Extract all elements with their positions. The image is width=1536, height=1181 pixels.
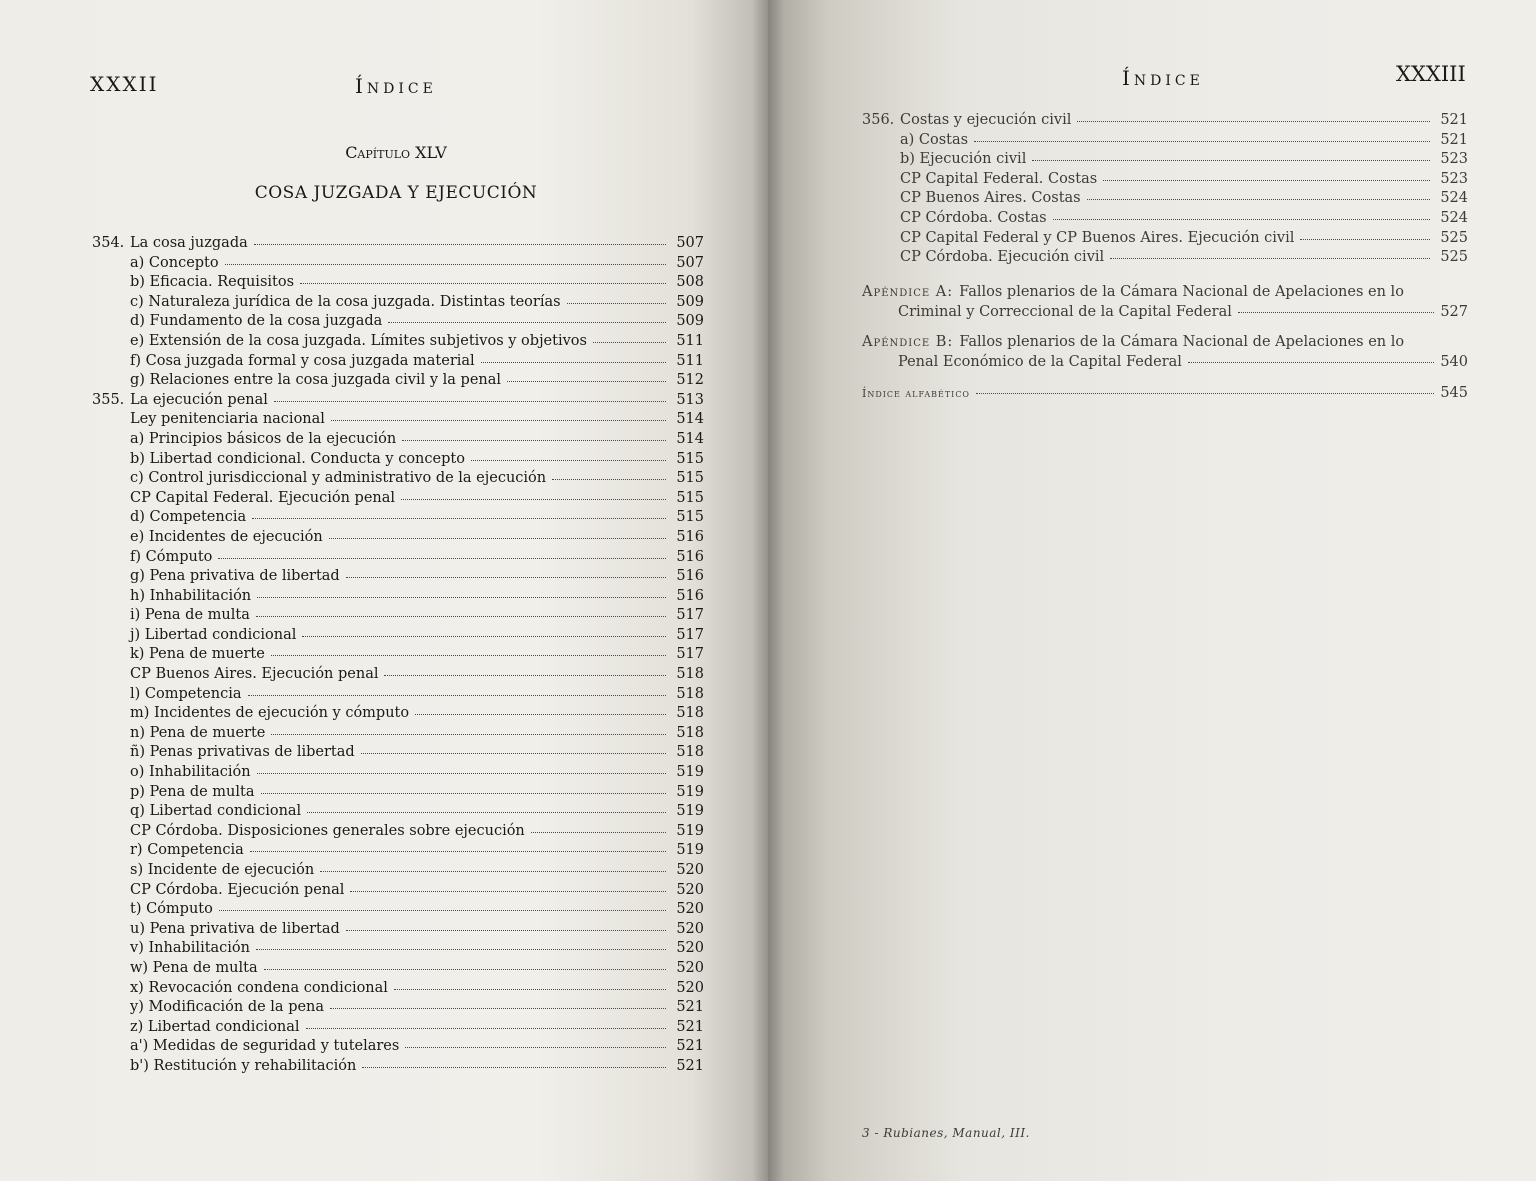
dot-leader <box>302 636 666 637</box>
alpha-index-label: Índice alfabético <box>862 387 970 400</box>
toc-entry-page: 520 <box>676 881 704 898</box>
dot-leader <box>350 891 666 892</box>
dot-leader <box>405 1047 666 1048</box>
toc-list-right <box>862 112 1468 269</box>
dot-leader <box>1077 121 1430 122</box>
dot-leader <box>271 734 666 735</box>
toc-entry-page: 520 <box>676 959 704 976</box>
right-page <box>768 0 1536 1181</box>
toc-entry <box>92 509 704 529</box>
dot-leader <box>1053 219 1430 220</box>
dot-leader <box>974 141 1430 142</box>
toc-entry-label: w) Pena de multa <box>130 959 258 976</box>
dot-leader <box>271 655 666 656</box>
dot-leader <box>593 342 666 343</box>
toc-entry-page: 507 <box>676 235 704 251</box>
toc-entry <box>862 230 1468 250</box>
dot-leader <box>329 538 666 539</box>
toc-entry-label: CP Buenos Aires. Costas <box>900 190 1081 207</box>
toc-entry-page: 518 <box>676 744 704 761</box>
appendix-b-page: 540 <box>1440 354 1468 370</box>
appendix-a <box>862 282 1468 322</box>
toc-entry-label: ñ) Penas privativas de libertad <box>130 744 355 761</box>
toc-entry-label: a) Costas <box>900 131 969 148</box>
toc-entry <box>92 392 704 412</box>
dot-leader <box>481 362 666 363</box>
book-spine-shadow <box>752 0 784 1181</box>
toc-entry-label: v) Inhabilitación <box>130 940 251 957</box>
toc-entry-page: 517 <box>676 607 704 624</box>
toc-entry-label: k) Pena de muerte <box>130 646 265 663</box>
toc-entry-label: a') Medidas de seguridad y tutelares <box>130 1038 400 1055</box>
toc-entry <box>92 274 704 294</box>
toc-entry-label: CP Capital Federal. Costas <box>900 170 1098 187</box>
toc-entry-label: Costas y ejecución civil <box>900 112 1072 128</box>
appendix-a-line1: Fallos plenarios de la Cámara Nacional de Apelaciones en lo <box>959 284 1404 300</box>
toc-entry <box>92 901 704 921</box>
dot-leader <box>388 322 666 323</box>
dot-leader <box>306 1028 666 1029</box>
toc-entry-label: Ley penitenciaria nacional <box>130 411 325 428</box>
dot-leader <box>361 753 666 754</box>
toc-entry-page: 516 <box>676 568 704 585</box>
toc-entry-label: h) Inhabilitación <box>130 587 252 604</box>
toc-entry-page: 525 <box>1440 249 1468 266</box>
toc-entry-label: c) Control jurisdiccional y administrativo de la ejecución <box>130 470 547 487</box>
toc-entry-page: 517 <box>676 626 704 643</box>
dot-leader <box>471 460 666 461</box>
toc-entry-label: b) Ejecución civil <box>900 151 1027 168</box>
toc-entry <box>862 171 1468 191</box>
dot-leader <box>394 989 666 990</box>
appendix-b-line1: Fallos plenarios de la Cámara Nacional de Apelaciones en lo <box>959 334 1405 350</box>
dot-leader <box>219 910 666 911</box>
toc-entry-page: 516 <box>676 548 704 565</box>
toc-entry <box>92 784 704 804</box>
toc-entry-label: a) Concepto <box>130 254 219 271</box>
toc-entry-page: 515 <box>676 489 704 506</box>
toc-entry-label: g) Pena privativa de libertad <box>130 568 340 585</box>
toc-entry-page: 521 <box>1440 112 1468 128</box>
toc-entry <box>92 333 704 353</box>
toc-entry <box>92 627 704 647</box>
toc-entry-label: CP Córdoba. Costas <box>900 209 1047 226</box>
toc-entry <box>92 529 704 549</box>
toc-entry-label: c) Naturaleza jurídica de la cosa juzgada. Distintas teorías <box>130 293 561 310</box>
toc-entry <box>92 1038 704 1058</box>
toc-entry <box>92 451 704 471</box>
toc-entry <box>92 1058 704 1078</box>
appendix-b <box>862 332 1468 372</box>
dot-leader <box>256 949 666 950</box>
dot-leader <box>250 851 666 852</box>
toc-entry-page: 508 <box>676 274 704 291</box>
toc-entry <box>862 132 1468 152</box>
toc-entry-label: r) Competencia <box>130 842 244 859</box>
appendix-a-page: 527 <box>1440 304 1468 320</box>
dot-leader <box>320 871 666 872</box>
toc-entry <box>92 999 704 1019</box>
toc-entry-label: p) Pena de multa <box>130 783 255 800</box>
toc-entry-label: g) Relaciones entre la cosa juzgada civil y la penal <box>130 372 502 389</box>
toc-entry-label: CP Córdoba. Disposiciones generales sobre ejecución <box>130 822 525 839</box>
dot-leader <box>257 773 666 774</box>
dot-leader <box>331 420 666 421</box>
toc-entry <box>862 151 1468 171</box>
dot-leader <box>507 381 666 382</box>
toc-entry-label: f) Cómputo <box>130 548 213 565</box>
toc-entry-label: b') Restitución y rehabilitación <box>130 1057 357 1074</box>
toc-entry <box>92 940 704 960</box>
toc-entry-page: 521 <box>676 1018 704 1035</box>
dot-leader <box>1087 199 1430 200</box>
toc-entry <box>862 249 1468 269</box>
toc-entry-page: 520 <box>676 901 704 918</box>
toc-entry <box>92 294 704 314</box>
toc-entry <box>92 921 704 941</box>
toc-entry-label: b) Eficacia. Requisitos <box>130 274 295 291</box>
toc-entry-label: CP Córdoba. Ejecución civil <box>900 249 1105 266</box>
toc-entry-page: 525 <box>1440 229 1468 246</box>
toc-entry <box>92 764 704 784</box>
appendix-b-line2: Penal Económico de la Capital Federal <box>898 354 1182 370</box>
toc-entry-page: 513 <box>676 391 704 408</box>
toc-entry-page: 516 <box>676 528 704 545</box>
alpha-index-entry <box>862 383 1468 404</box>
toc-entry-label: CP Córdoba. Ejecución penal <box>130 881 345 898</box>
toc-entry-page: 511 <box>676 352 704 369</box>
toc-list-left <box>92 235 704 1078</box>
toc-entry <box>92 960 704 980</box>
toc-entry-label: La ejecución penal <box>130 391 268 408</box>
appendix-b-heading: Apéndice B: <box>862 334 954 350</box>
toc-entry-label: u) Pena privativa de libertad <box>130 920 340 937</box>
toc-entry-page: 516 <box>676 587 704 604</box>
toc-entry <box>92 823 704 843</box>
dot-leader <box>401 499 666 500</box>
toc-entry <box>92 862 704 882</box>
toc-entry <box>92 568 704 588</box>
dot-leader <box>256 616 666 617</box>
dot-leader <box>225 264 666 265</box>
dot-leader <box>402 440 666 441</box>
left-running-head: Índice <box>355 74 437 98</box>
alpha-index-page: 545 <box>1440 385 1468 401</box>
toc-entry <box>92 353 704 373</box>
toc-entry-number: 354. <box>92 235 125 251</box>
toc-entry-page: 519 <box>676 822 704 839</box>
dot-leader <box>264 969 666 970</box>
dot-leader <box>254 244 666 245</box>
toc-entry-page: 518 <box>676 724 704 741</box>
toc-entry-page: 514 <box>676 430 704 447</box>
chapter-label: Capítulo XLV <box>345 143 447 162</box>
toc-entry <box>862 190 1468 210</box>
toc-entry <box>92 725 704 745</box>
toc-entry <box>92 686 704 706</box>
toc-entry <box>92 372 704 392</box>
toc-entry <box>92 411 704 431</box>
toc-entry <box>862 210 1468 230</box>
toc-entry-page: 521 <box>1440 131 1468 148</box>
dot-leader <box>274 401 666 402</box>
toc-entry-page: 507 <box>676 254 704 271</box>
toc-entry-label: f) Cosa juzgada formal y cosa juzgada material <box>130 352 475 369</box>
toc-entry-page: 520 <box>676 940 704 957</box>
toc-entry-label: CP Buenos Aires. Ejecución penal <box>130 666 379 683</box>
toc-entry <box>92 705 704 725</box>
toc-entry-label: l) Competencia <box>130 685 242 702</box>
dot-leader <box>248 695 667 696</box>
toc-entry-label: q) Libertad condicional <box>130 803 302 820</box>
toc-entry <box>92 744 704 764</box>
toc-entry <box>92 882 704 902</box>
dot-leader <box>362 1067 666 1068</box>
toc-entry <box>92 646 704 666</box>
toc-entry-page: 512 <box>676 372 704 389</box>
toc-entry-label: o) Inhabilitación <box>130 764 251 781</box>
toc-entry-page: 519 <box>676 764 704 781</box>
toc-entry-page: 515 <box>676 450 704 467</box>
toc-entry-page: 521 <box>676 999 704 1016</box>
appendix-a-line2: Criminal y Correccional de la Capital Federal <box>898 304 1232 320</box>
dot-leader <box>384 675 666 676</box>
dot-leader <box>261 793 667 794</box>
dot-leader <box>1110 258 1430 259</box>
dot-leader <box>567 303 666 304</box>
toc-entry-label: x) Revocación condena condicional <box>130 979 388 996</box>
dot-leader <box>330 1008 666 1009</box>
toc-entry-page: 520 <box>676 920 704 937</box>
dot-leader <box>1032 160 1430 161</box>
toc-entry <box>92 470 704 490</box>
toc-entry <box>862 112 1468 132</box>
toc-entry-page: 518 <box>676 705 704 722</box>
dot-leader <box>218 558 666 559</box>
toc-entry-page: 524 <box>1440 190 1468 207</box>
chapter-title: COSA JUZGADA Y EJECUCIÓN <box>254 183 538 203</box>
right-running-head: Índice <box>1122 66 1204 90</box>
toc-entry <box>92 235 704 255</box>
dot-leader <box>415 714 666 715</box>
toc-entry-label: m) Incidentes de ejecución y cómputo <box>130 705 410 722</box>
toc-entry-label: e) Incidentes de ejecución <box>130 528 323 545</box>
dot-leader <box>531 832 666 833</box>
toc-entry-label: La cosa juzgada <box>130 235 248 251</box>
toc-entry-page: 520 <box>676 979 704 996</box>
toc-entry <box>92 842 704 862</box>
dot-leader <box>552 479 666 480</box>
dot-leader <box>252 518 666 519</box>
toc-entry-page: 521 <box>676 1057 704 1074</box>
toc-entry-page: 523 <box>1440 151 1468 168</box>
toc-entry-page: 523 <box>1440 170 1468 187</box>
toc-entry-page: 520 <box>676 862 704 878</box>
toc-entry-page: 511 <box>676 332 704 349</box>
toc-entry-page: 519 <box>676 783 704 800</box>
toc-entry-page: 519 <box>676 803 704 820</box>
toc-entry <box>92 588 704 608</box>
footer-signature: 3 - Rubianes, Manual, III. <box>862 1126 1030 1140</box>
toc-entry-page: 518 <box>676 666 704 683</box>
toc-entry <box>92 431 704 451</box>
toc-entry-page: 509 <box>676 313 704 330</box>
toc-entry-page: 518 <box>676 685 704 702</box>
left-page-number: XXXII <box>90 72 159 96</box>
dot-leader <box>346 930 666 931</box>
toc-entry-number: 356. <box>862 112 895 128</box>
toc-entry <box>92 980 704 1000</box>
dot-leader <box>307 812 666 813</box>
toc-entry-label: y) Modificación de la pena <box>130 999 325 1016</box>
dot-leader <box>300 283 666 284</box>
toc-entry <box>92 1019 704 1039</box>
toc-entry-label: CP Capital Federal. Ejecución penal <box>130 489 396 506</box>
toc-entry-label: d) Fundamento de la cosa juzgada <box>130 313 383 330</box>
toc-entry-label: n) Pena de muerte <box>130 724 266 741</box>
toc-entry-page: 521 <box>676 1038 704 1055</box>
toc-entry-label: s) Incidente de ejecución <box>130 862 315 878</box>
toc-entry <box>92 803 704 823</box>
toc-entry <box>92 313 704 333</box>
toc-entry-label: z) Libertad condicional <box>130 1018 300 1035</box>
toc-entry-label: a) Principios básicos de la ejecución <box>130 430 397 447</box>
toc-entry <box>92 666 704 686</box>
appendix-a-heading: Apéndice A: <box>862 284 954 300</box>
toc-entry-page: 515 <box>676 509 704 526</box>
toc-entry-page: 514 <box>676 411 704 428</box>
toc-entry <box>92 490 704 510</box>
toc-entry-label: e) Extensión de la cosa juzgada. Límites subjetivos y objetivos <box>130 332 587 349</box>
toc-entry-page: 519 <box>676 842 704 859</box>
toc-entry-label: j) Libertad condicional <box>130 626 297 643</box>
dot-leader <box>1300 239 1430 240</box>
dot-leader <box>1103 180 1430 181</box>
dot-leader <box>257 597 666 598</box>
dot-leader <box>346 577 666 578</box>
toc-entry <box>92 255 704 275</box>
toc-entry-number: 355. <box>92 391 125 408</box>
toc-entry-page: 515 <box>676 470 704 487</box>
toc-entry <box>92 607 704 627</box>
toc-entry-page: 509 <box>676 293 704 310</box>
toc-entry-label: CP Capital Federal y CP Buenos Aires. Ejecución civil <box>900 229 1295 246</box>
toc-entry-label: i) Pena de multa <box>130 607 250 624</box>
toc-entry-page: 524 <box>1440 209 1468 226</box>
toc-entry-label: t) Cómputo <box>130 901 213 918</box>
toc-entry-page: 517 <box>676 646 704 663</box>
right-page-number: XXXIII <box>1396 62 1466 86</box>
toc-entry <box>92 549 704 569</box>
toc-entry-label: b) Libertad condicional. Conducta y concepto <box>130 450 465 467</box>
toc-entry-label: d) Competencia <box>130 509 247 526</box>
